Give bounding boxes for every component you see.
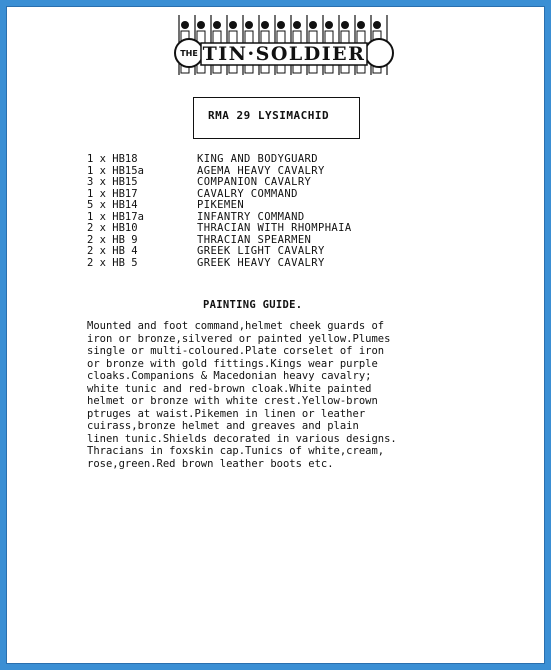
unit-row [87,153,467,165]
guide-line: or bronze with gold fittings.Kings wear purple [87,357,378,370]
guide-line: Thracians in foxskin cap.Tunics of white,cream, [87,445,385,457]
tin-soldier-logo [171,13,397,79]
document-title: RMA 29 LYSIMACHID [208,109,330,122]
guide-line: linen tunic.Shields decorated in various designs. [87,432,397,445]
guide-line: iron or bronze,silvered or painted yellow.Plumes [87,332,391,345]
unit-row [87,234,467,246]
logo-the-text: THE [180,49,198,58]
unit-quantity: 1 x HB17 [87,187,138,200]
unit-quantity: 2 x HB 9 [87,233,138,246]
guide-line: cuirass,bronze helmet and greaves and plain [87,420,359,432]
unit-row [87,199,467,211]
guide-line: single or multi-coloured.Plate corselet of iron [87,345,385,357]
document-page [6,6,545,664]
unit-name: PIKEMEN [197,199,245,211]
unit-row [87,211,467,223]
unit-quantity: 1 x HB17a [87,210,144,223]
unit-name: THRACIAN WITH RHOMPHAIA [197,222,352,234]
unit-name: GREEK LIGHT CAVALRY [197,245,325,257]
guide-line: ptruges at waist.Pikemen in linen or leather [87,407,366,420]
painting-guide-heading: PAINTING GUIDE. [203,299,303,311]
unit-name: THRACIAN SPEARMEN [197,233,312,246]
unit-list [87,153,467,268]
unit-quantity: 2 x HB 4 [87,245,138,257]
unit-quantity: 2 x HB10 [87,222,138,234]
unit-row [87,188,467,200]
guide-line: Mounted and foot command,helmet cheek guards of [87,320,385,332]
painting-guide-text [87,320,447,470]
guide-line: cloaks.Companions & Macedonian heavy cavalry; [87,370,372,382]
title-box [193,97,360,139]
unit-name: KING AND BODYGUARD [197,153,318,165]
unit-row [87,165,467,177]
unit-row [87,245,467,257]
guide-line: rose,green.Red brown leather boots etc. [87,457,334,470]
unit-name: AGEMA HEAVY CAVALRY [197,164,325,177]
guide-line: helmet or bronze with white crest.Yellow-brown [87,395,378,407]
guide-line: white tunic and red-brown cloak.White painted [87,382,372,395]
unit-row [87,176,467,188]
logo-name-text: TIN·SOLDIER [202,43,366,65]
unit-quantity: 5 x HB14 [87,199,138,211]
unit-row [87,222,467,234]
unit-quantity: 1 x HB18 [87,153,138,165]
unit-name: CAVALRY COMMAND [197,187,298,200]
unit-quantity: 2 x HB 5 [87,256,138,269]
unit-name: INFANTRY COMMAND [197,210,305,223]
unit-name: GREEK HEAVY CAVALRY [197,256,325,269]
unit-quantity: 3 x HB15 [87,176,138,188]
unit-quantity: 1 x HB15a [87,164,144,177]
unit-row [87,257,467,269]
unit-name: COMPANION CAVALRY [197,176,312,188]
